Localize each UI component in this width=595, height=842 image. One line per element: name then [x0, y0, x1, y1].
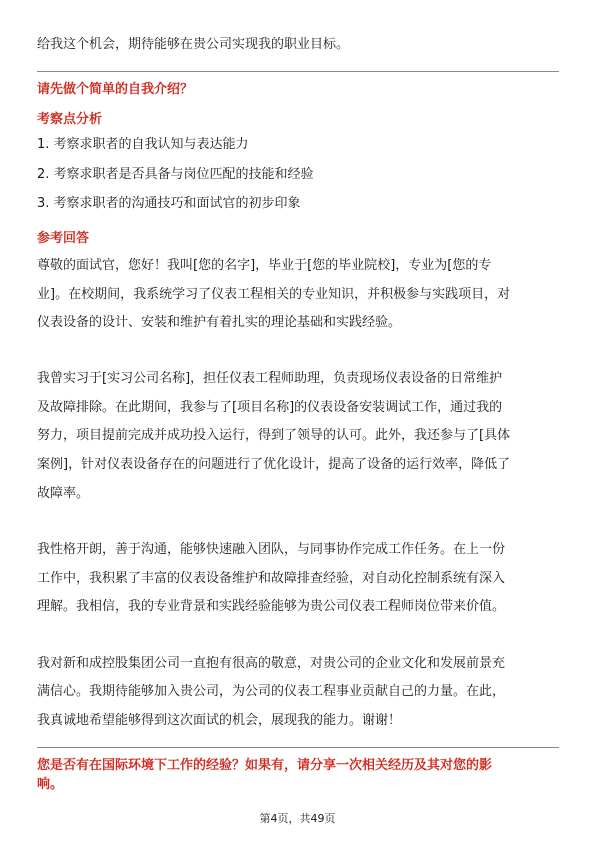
answer-heading: 参考回答 — [37, 231, 90, 246]
answer-line: 我对新和成控股集团公司一直抱有很高的敬意，对贵公司的企业文化和发展前景充 — [37, 656, 506, 671]
analysis-item: 3. 考察求职者的沟通技巧和面试官的初步印象 — [37, 196, 301, 211]
analysis-heading: 考察点分析 — [37, 112, 103, 127]
answer-line: 仪表设备的设计、安装和维护有着扎实的理论基础和实践经验。 — [37, 315, 402, 330]
bottom-divider — [37, 747, 559, 748]
answer-line: 故障率。 — [37, 486, 90, 501]
next-question-line: 响。 — [37, 777, 64, 792]
answer-line: 我性格开朗，善于沟通，能够快速融入团队，与同事协作完成工作任务。在上一份 — [37, 542, 506, 557]
answer-line: 尊敬的面试官，您好！我叫[您的名字]，毕业于[您的毕业院校]，专业为[您的专 — [37, 258, 492, 273]
intro-tail-text: 给我这个机会，期待能够在贵公司实现我的职业目标。 — [37, 37, 350, 52]
analysis-item: 1. 考察求职者的自我认知与表达能力 — [37, 137, 249, 152]
answer-line: 满信心。我期待能够加入贵公司，为公司的仪表工程事业贡献自己的力量。在此， — [37, 684, 506, 699]
answer-line: 业]。在校期间，我系统学习了仪表工程相关的专业知识，并积极参与实践项目，对 — [37, 287, 511, 302]
answer-line: 我曾实习于[实习公司名称]，担任仪表工程师助理，负责现场仪表设备的日常维护 — [37, 371, 503, 386]
analysis-item: 2. 考察求职者是否具备与岗位匹配的技能和经验 — [37, 167, 314, 182]
answer-line: 案例]，针对仪表设备存在的问题进行了优化设计，提高了设备的运行效率，降低了 — [37, 457, 511, 472]
answer-line: 努力，项目提前完成并成功投入运行，得到了领导的认可。此外，我还参与了[具体 — [37, 428, 511, 443]
top-divider — [37, 71, 559, 72]
next-question-line: 您是否有在国际环境下工作的经验？如果有，请分享一次相关经历及其对您的影 — [37, 758, 493, 773]
question-title: 请先做个简单的自我介绍？ — [37, 82, 194, 97]
answer-line: 理解。我相信，我的专业背景和实践经验能够为贵公司仪表工程师岗位带来价值。 — [37, 599, 506, 614]
answer-line: 工作中，我积累了丰富的仪表设备维护和故障排查经验，对自动化控制系统有深入 — [37, 571, 506, 586]
answer-line: 我真诚地希望能够得到这次面试的机会，展现我的能力。谢谢！ — [37, 713, 402, 728]
answer-line: 及故障排除。在此期间，我参与了[项目名称]的仪表设备安装调试工作，通过我的 — [37, 400, 503, 415]
page-number: 第4页，共49页 — [259, 812, 336, 825]
